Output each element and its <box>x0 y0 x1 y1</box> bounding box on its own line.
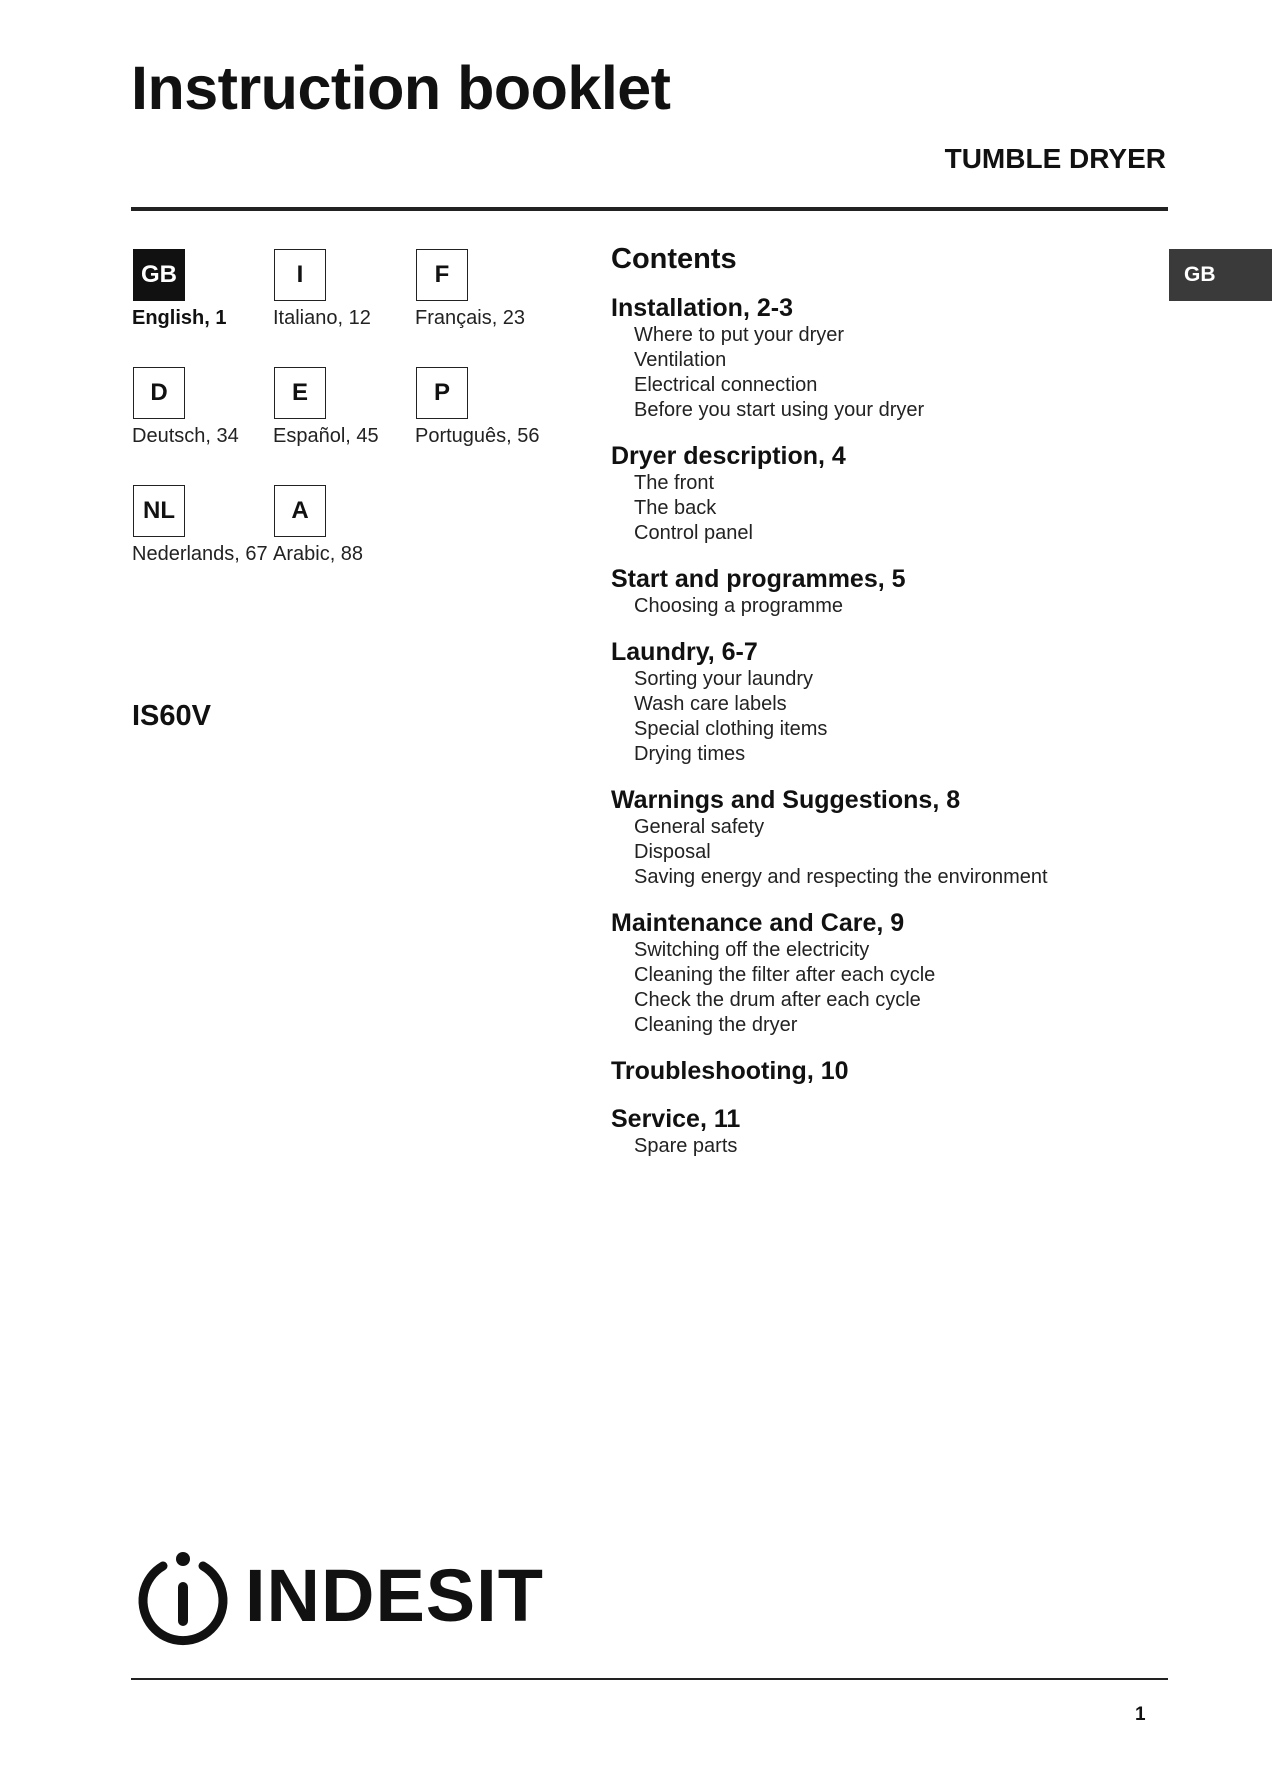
contents-section <box>611 294 1171 423</box>
contents-sections <box>611 294 1171 1159</box>
contents-section <box>611 565 1171 619</box>
section-title[interactable]: Service, 11 <box>611 1105 741 1133</box>
section-item[interactable]: Check the drum after each cycle <box>634 989 921 1011</box>
language-name: English, 1 <box>132 307 227 329</box>
contents-heading: Contents <box>611 243 737 275</box>
language-name: Italiano, 12 <box>273 307 371 329</box>
indesit-logo <box>133 1549 544 1654</box>
section-item[interactable]: Drying times <box>634 743 746 765</box>
section-item[interactable]: Choosing a programme <box>634 595 843 617</box>
language-name: Français, 23 <box>415 307 526 329</box>
language-entry-d[interactable] <box>132 367 272 448</box>
table-of-contents <box>611 245 1171 1178</box>
language-name: Nederlands, 67 <box>132 543 268 565</box>
section-title[interactable]: Maintenance and Care, 9 <box>611 909 905 937</box>
section-item[interactable]: General safety <box>634 816 765 838</box>
section-item[interactable]: Wash care labels <box>634 693 787 715</box>
product-type: TUMBLE DRYER <box>944 143 1166 174</box>
language-code-box: NL <box>133 485 185 537</box>
contents-section <box>611 638 1171 767</box>
section-title[interactable]: Start and programmes, 5 <box>611 565 906 593</box>
section-item[interactable]: Sorting your laundry <box>634 668 813 690</box>
section-item[interactable]: The back <box>634 497 717 519</box>
page-number: 1 <box>1135 1704 1146 1725</box>
language-entry-e[interactable] <box>273 367 413 448</box>
section-item[interactable]: Switching off the electricity <box>634 939 870 961</box>
section-item[interactable]: Disposal <box>634 841 711 863</box>
language-entry-f[interactable] <box>415 249 555 330</box>
language-name: Português, 56 <box>415 425 540 447</box>
language-name: Arabic, 88 <box>273 543 364 565</box>
contents-section <box>611 786 1171 890</box>
section-title[interactable]: Warnings and Suggestions, 8 <box>611 786 961 814</box>
language-code-box: E <box>274 367 326 419</box>
section-item[interactable]: Cleaning the filter after each cycle <box>634 964 936 986</box>
contents-section <box>611 1057 1171 1086</box>
section-title[interactable]: Troubleshooting, 10 <box>611 1057 849 1085</box>
logo-wordmark: INDESIT <box>245 1554 544 1637</box>
section-item[interactable]: Where to put your dryer <box>634 324 845 346</box>
language-code-box: GB <box>133 249 185 301</box>
language-code-box: P <box>416 367 468 419</box>
language-entry-a[interactable] <box>273 485 413 566</box>
language-side-tab: GB <box>1169 249 1272 301</box>
language-entry-nl[interactable] <box>132 485 272 566</box>
section-item[interactable]: Control panel <box>634 522 753 544</box>
footer-divider <box>131 1678 1168 1680</box>
section-item[interactable]: Special clothing items <box>634 718 828 740</box>
section-item[interactable]: Before you start using your dryer <box>634 399 925 421</box>
language-code-box: F <box>416 249 468 301</box>
language-name: Español, 45 <box>273 425 379 447</box>
language-name: Deutsch, 34 <box>132 425 239 447</box>
model-number: IS60V <box>132 700 211 732</box>
section-item[interactable]: Spare parts <box>634 1135 738 1157</box>
contents-section <box>611 1105 1171 1159</box>
contents-section <box>611 442 1171 546</box>
contents-section <box>611 909 1171 1038</box>
language-entry-p[interactable] <box>415 367 555 448</box>
language-entry-gb[interactable] <box>132 249 272 330</box>
header-divider <box>131 207 1168 211</box>
section-item[interactable]: Electrical connection <box>634 374 818 396</box>
section-title[interactable]: Laundry, 6-7 <box>611 638 758 666</box>
language-code-box: A <box>274 485 326 537</box>
indesit-i-logo-icon <box>133 1549 233 1649</box>
language-entry-i[interactable] <box>273 249 413 330</box>
section-item[interactable]: Ventilation <box>634 349 727 371</box>
language-code-box: I <box>274 249 326 301</box>
section-title[interactable]: Installation, 2-3 <box>611 294 793 322</box>
section-item[interactable]: The front <box>634 472 715 494</box>
section-title[interactable]: Dryer description, 4 <box>611 442 846 470</box>
section-item[interactable]: Saving energy and respecting the environment <box>634 866 1048 888</box>
language-code-box: D <box>133 367 185 419</box>
page-title: Instruction booklet <box>131 54 671 122</box>
section-item[interactable]: Cleaning the dryer <box>634 1014 798 1036</box>
